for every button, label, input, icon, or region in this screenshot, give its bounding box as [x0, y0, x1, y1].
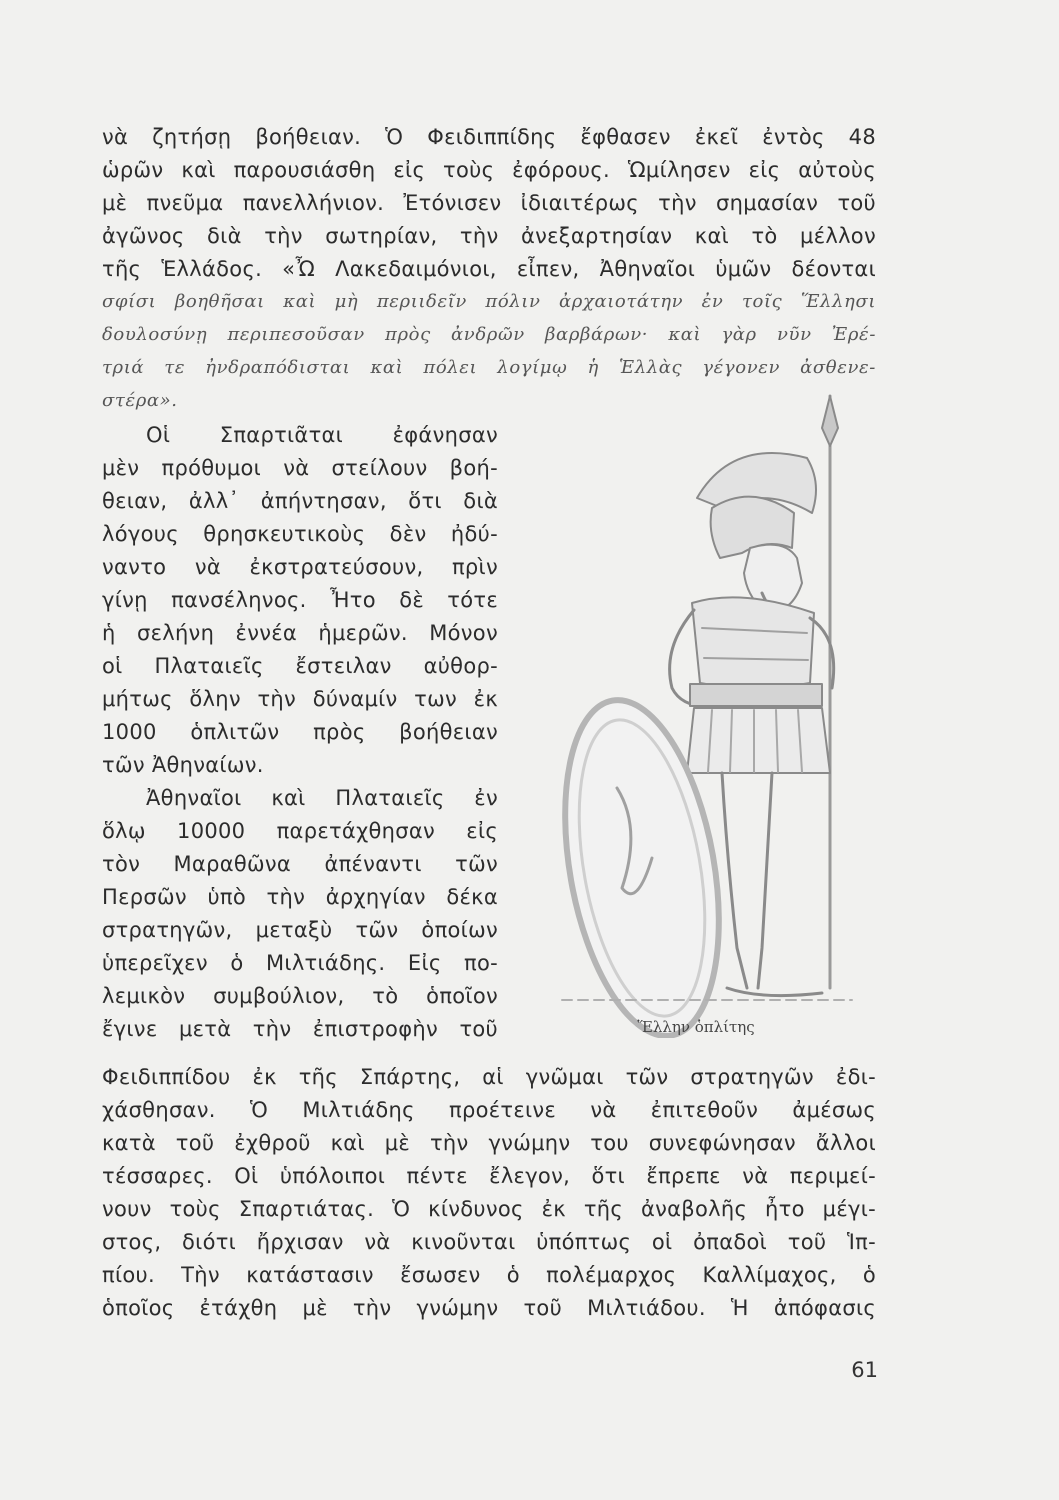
text-line: τῶν Ἀθηναίων. — [102, 753, 264, 777]
spear-head — [822, 396, 838, 446]
text-line: θειαν, ἀλλ᾽ ἀπήντησαν, ὅτι διὰ — [102, 489, 498, 513]
text-line: λεμικὸν συμβούλιον, τὸ ὁποῖον — [102, 984, 498, 1008]
corselet — [692, 597, 814, 688]
text-line: χάσθησαν. Ὁ Μιλτιάδης προέτεινε νὰ ἐπιτεθοῦν ἀμέσως — [102, 1098, 876, 1122]
text-line: στρατηγῶν, μεταξὺ τῶν ὁποίων — [102, 918, 498, 942]
hoplite-illustration — [522, 388, 882, 1038]
belt — [690, 684, 822, 706]
text-line: ὅλῳ 10000 παρετάχθησαν εἰς — [102, 819, 498, 843]
text-line: νὰ ζητήσῃ βοήθειαν. Ὁ Φειδιππίδης ἔφθασεν ἐκεῖ ἐντὸς 48 — [102, 125, 876, 149]
quote-line: τριά τε ἠνδραπόδισται καὶ πόλει λογίμῳ ἡ Ἑλλὰς γέγονεν ἀσθενε- — [102, 357, 876, 378]
text-line: ναντο νὰ ἐκστρατεύσουν, πρὶν — [102, 555, 498, 579]
text-line: 1000 ὁπλιτῶν πρὸς βοήθειαν — [102, 720, 498, 744]
text-line: γίνῃ πανσέληνος. Ἦτο δὲ τότε — [102, 588, 498, 612]
text-line: λόγους θρησκευτικοὺς δὲν ἠδύ- — [102, 522, 498, 546]
text-line: τὸν Μαραθῶνα ἀπέναντι τῶν — [102, 852, 498, 876]
text-line: Φειδιππίδου ἐκ τῆς Σπάρτης, αἱ γνῶμαι τῶν στρατηγῶν ἐδι- — [102, 1065, 876, 1089]
left-leg — [722, 773, 747, 988]
text-line: Οἱ Σπαρτιᾶται ἐφάνησαν — [146, 423, 498, 447]
text-line: μήτως ὅλην τὴν δύναμίν των ἐκ — [102, 687, 498, 711]
text-line: κατὰ τοῦ ἐχθροῦ καὶ μὲ τὴν γνώμην του συνεφώνησαν ἄλλοι — [102, 1131, 876, 1155]
text-line: ὡρῶν καὶ παρουσιάσθη εἰς τοὺς ἐφόρους. Ὡμίλησεν εἰς αὐτοὺς — [102, 158, 876, 182]
feet — [727, 988, 822, 996]
text-line: στος, διότι ἤρχισαν νὰ κινοῦνται ὑπόπτως οἱ ὀπαδοὶ τοῦ Ἱπ- — [102, 1230, 876, 1254]
text-line: μὲν πρόθυμοι νὰ στείλουν βοή- — [102, 456, 498, 480]
right-leg — [758, 773, 772, 988]
text-line: Ἀθηναῖοι καὶ Πλαταιεῖς ἐν — [146, 786, 498, 810]
page-number: 61 — [851, 1358, 878, 1382]
text-line: οἱ Πλαταιεῖς ἔστειλαν αὐθορ- — [102, 654, 498, 678]
text-line: ἀγῶνος διὰ τὴν σωτηρίαν, τὴν ἀνεξαρτησίαν καὶ τὸ μέλλον — [102, 224, 876, 248]
text-line: τέσσαρες. Οἱ ὑπόλοιποι πέντε ἔλεγον, ὅτι ἔπρεπε νὰ περιμεί- — [102, 1164, 876, 1188]
text-line: ἔγινε μετὰ τὴν ἐπιστροφὴν τοῦ — [102, 1017, 498, 1041]
quote-line: στέρα». — [102, 390, 178, 411]
text-line: νουν τοὺς Σπαρτιάτας. Ὁ κίνδυνος ἐκ τῆς ἀναβολῆς ἦτο μέγι- — [102, 1197, 876, 1221]
text-line: ἡ σελήνη ἐννέα ἡμερῶν. Μόνον — [102, 621, 498, 645]
quote-line: σφίσι βοηθῆσαι καὶ μὴ περιιδεῖν πόλιν ἀρχαιοτάτην ἐν τοῖς Ἕλλησι — [102, 291, 876, 312]
text-line: πίου. Τὴν κατάστασιν ἔσωσεν ὁ πολέμαρχος Καλλίμαχος, ὁ — [102, 1263, 876, 1287]
text-line: μὲ πνεῦμα πανελλήνιον. Ἐτόνισεν ἰδιαιτέρως τὴν σημασίαν τοῦ — [102, 191, 876, 215]
text-line: Περσῶν ὑπὸ τὴν ἀρχηγίαν δέκα — [102, 885, 498, 909]
quote-line: δουλοσύνῃ περιπεσοῦσαν πρὸς ἀνδρῶν βαρβάρων· καὶ γὰρ νῦν Ἐρέ- — [102, 324, 876, 345]
text-line: τῆς Ἑλλάδος. «Ὦ Λακεδαιμόνιοι, εἶπεν, Ἀθηναῖοι ὑμῶν δέονται — [102, 257, 876, 281]
text-line: ὑπερεῖχεν ὁ Μιλτιάδης. Εἰς πο- — [102, 951, 498, 975]
text-line: ὁποῖος ἐτάχθη μὲ τὴν γνώμην τοῦ Μιλτιάδου. Ἡ ἀπόφασις — [102, 1296, 876, 1320]
figure-caption: Ἕλλην ὁπλίτης — [637, 1018, 755, 1036]
